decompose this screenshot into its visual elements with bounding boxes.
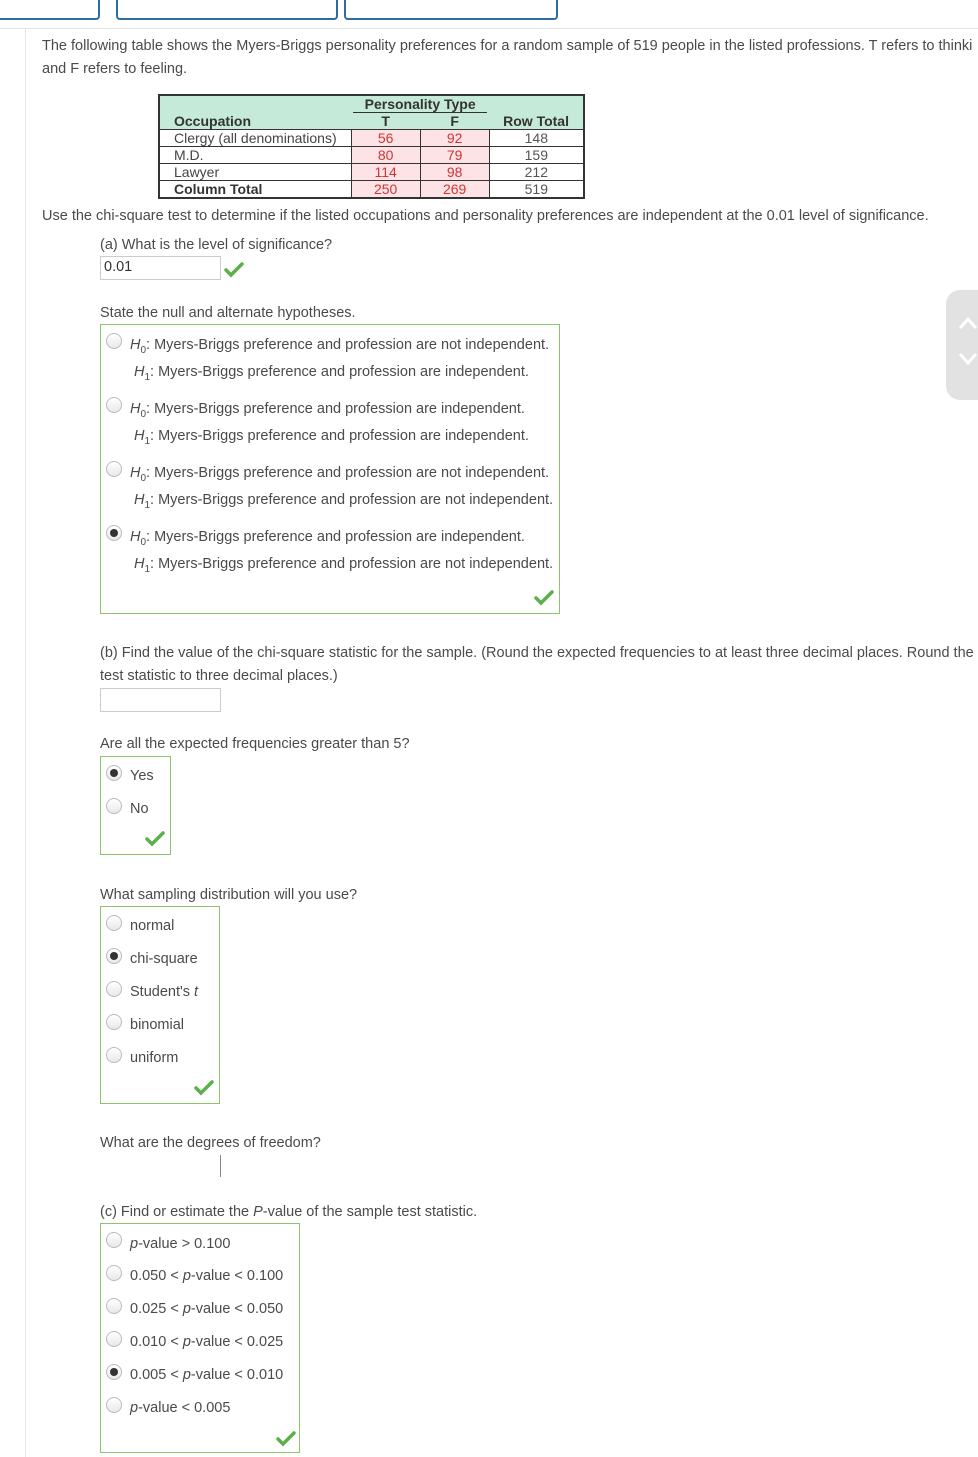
hypothesis-option-3-radio[interactable]: [106, 461, 122, 477]
h0-text: : Myers-Briggs preference and profession are independent.: [146, 529, 525, 545]
cell-f: 98: [420, 164, 489, 181]
cell-occupation: Lawyer: [159, 164, 351, 181]
cell-f-total: 269: [420, 181, 489, 199]
uniform-radio[interactable]: [106, 1047, 122, 1063]
chi-square-statistic-input[interactable]: [100, 688, 221, 712]
h1-symbol: H: [134, 556, 145, 572]
hypothesis-option-3-h0: [130, 464, 549, 484]
binomial-radio[interactable]: [106, 1014, 122, 1030]
frame-top-divider: [0, 28, 978, 29]
cell-row-total: 148: [489, 130, 584, 147]
chi-square-label: chi-square: [130, 951, 198, 967]
h1-text: : Myers-Briggs preference and profession are not independent.: [150, 556, 554, 572]
check-icon: [276, 1431, 296, 1447]
cell-t-total: 250: [351, 181, 420, 199]
p-value-option-6-label: p-value < 0.005: [130, 1400, 231, 1416]
check-icon: [534, 590, 554, 606]
yes-label: Yes: [130, 768, 154, 784]
contingency-table: [158, 94, 585, 199]
p-value-option-4-radio[interactable]: [106, 1331, 122, 1347]
ask-your-teacher-button[interactable]: [116, 0, 338, 20]
h1-symbol: H: [134, 428, 145, 444]
occupation-header: Occupation: [174, 113, 252, 129]
hypothesis-option-4-h1: [134, 555, 553, 575]
check-icon: [145, 831, 165, 847]
h1-subscript: 1: [144, 436, 151, 447]
part-c-question: [100, 1203, 477, 1221]
binomial-label: binomial: [130, 1017, 184, 1033]
table-row: [159, 130, 584, 147]
chi-square-radio[interactable]: [106, 948, 122, 964]
p-value-option-2-label: 0.050 < p-value < 0.100: [130, 1268, 284, 1284]
p-value-option-3-radio[interactable]: [106, 1298, 122, 1314]
cell-t: 80: [351, 147, 420, 164]
check-icon: [194, 1080, 214, 1096]
h1-subscript: 1: [144, 564, 151, 575]
h0-symbol: H: [130, 401, 141, 417]
table-total-row: [159, 181, 584, 199]
degrees-of-freedom-question: What are the degrees of freedom?: [100, 1135, 321, 1151]
cell-t: 56: [351, 130, 420, 147]
table-row: [159, 164, 584, 181]
p-value-option-1-radio[interactable]: [106, 1232, 122, 1248]
cell-row-total: 159: [489, 147, 584, 164]
part-a-question: (a) What is the level of significance?: [100, 237, 333, 253]
hypothesis-option-4-radio[interactable]: [106, 525, 122, 541]
p-value-option-4-label: 0.010 < p-value < 0.025: [130, 1334, 284, 1350]
h0-symbol: H: [130, 337, 141, 353]
part-b-question-line-1: (b) Find the value of the chi-square statistic for the sample. (Round the expected frequencies to at least three decimal places. Round the: [100, 645, 974, 661]
h0-text: : Myers-Briggs preference and profession are independent.: [146, 401, 525, 417]
cell-t: 114: [351, 164, 420, 181]
intro-text-line-1: The following table shows the Myers-Briggs personality preferences for a random sample of 519 people in the listed professions. T refers to thinki: [42, 38, 973, 54]
frame-left-divider: [25, 28, 26, 1457]
hypothesis-option-2-h0: [130, 400, 525, 420]
h1-symbol: H: [134, 492, 145, 508]
h0-symbol: H: [130, 529, 141, 545]
h0-symbol: H: [130, 465, 141, 481]
hypothesis-option-4-h0: [130, 528, 525, 548]
significance-input[interactable]: 0.01: [100, 256, 221, 280]
hypothesis-option-1-radio[interactable]: [106, 333, 122, 349]
h0-text: : Myers-Briggs preference and profession are not independent.: [146, 465, 550, 481]
p-value-option-1-label: p-value > 0.100: [130, 1236, 231, 1252]
p-value-option-5-label: 0.005 < p-value < 0.010: [130, 1367, 284, 1383]
sampling-distribution-panel: [100, 906, 220, 1104]
cell-row-total: 212: [489, 164, 584, 181]
t-italic: t: [194, 984, 199, 1000]
chevron-down-icon[interactable]: [958, 352, 978, 366]
cell-occupation: M.D.: [159, 147, 351, 164]
f-header: F: [450, 113, 459, 129]
hypothesis-option-2-radio[interactable]: [106, 397, 122, 413]
h1-subscript: 1: [144, 500, 151, 511]
h0-subscript: 0: [140, 345, 147, 356]
sampling-distribution-question: What sampling distribution will you use?: [100, 887, 358, 903]
uniform-label: uniform: [130, 1050, 179, 1066]
p-value-option-6-radio[interactable]: [106, 1397, 122, 1413]
normal-radio[interactable]: [106, 915, 122, 931]
normal-label: normal: [130, 918, 175, 934]
students-text: Student's: [130, 984, 195, 1000]
hypothesis-option-1-h0: [130, 336, 549, 356]
h1-text: : Myers-Briggs preference and profession are independent.: [150, 364, 529, 380]
p-value-option-2-radio[interactable]: [106, 1265, 122, 1281]
h1-text: : Myers-Briggs preference and profession are not independent.: [150, 492, 554, 508]
h0-subscript: 0: [140, 537, 147, 548]
table-row: [159, 147, 584, 164]
cell-occupation: Clergy (all denominations): [159, 130, 351, 147]
p-italic: P: [253, 1204, 263, 1220]
side-navigation-tab[interactable]: [946, 290, 978, 400]
hypothesis-option-2-h1: [134, 427, 529, 447]
intro-text-line-2: and F refers to feeling.: [42, 61, 188, 77]
cell-grand-total: 519: [489, 181, 584, 199]
h1-text: : Myers-Briggs preference and profession are independent.: [150, 428, 529, 444]
cell-occupation: Column Total: [159, 181, 351, 199]
p-value-option-3-label: 0.025 < p-value < 0.050: [130, 1301, 284, 1317]
h0-subscript: 0: [140, 409, 147, 420]
cell-f: 92: [420, 130, 489, 147]
h0-text: : Myers-Briggs preference and profession are not independent.: [146, 337, 550, 353]
h1-subscript: 1: [144, 372, 151, 383]
part-c-text: (c) Find or estimate the: [100, 1204, 254, 1220]
students-t-label: [130, 983, 198, 1001]
degrees-of-freedom-input[interactable]: [220, 1155, 221, 1177]
hypotheses-prompt: State the null and alternate hypotheses.: [100, 305, 356, 321]
h0-subscript: 0: [140, 473, 147, 484]
hypothesis-option-1-h1: [134, 363, 529, 383]
expected-frequencies-question: Are all the expected frequencies greater than 5?: [100, 736, 410, 752]
chevron-up-icon[interactable]: [958, 316, 978, 330]
practice-another-button[interactable]: [344, 0, 558, 20]
hypothesis-option-3-h1: [134, 491, 553, 511]
no-label: No: [130, 801, 149, 817]
check-icon: [224, 262, 244, 278]
t-header: T: [381, 113, 390, 129]
cell-f: 79: [420, 147, 489, 164]
p-value-option-5-radio[interactable]: [106, 1364, 122, 1380]
instruction-text: Use the chi-square test to determine if the listed occupations and personality preferences are independent at the 0.01 level of significance.: [42, 208, 929, 224]
part-b-question-line-2: test statistic to three decimal places.): [100, 668, 338, 684]
personality-type-header: Personality Type: [353, 96, 487, 113]
my-notes-button[interactable]: [0, 0, 100, 20]
yes-radio[interactable]: [106, 765, 122, 781]
h1-symbol: H: [134, 364, 145, 380]
part-c-text-end: -value of the sample test statistic.: [262, 1204, 478, 1220]
students-t-radio[interactable]: [106, 981, 122, 997]
no-radio[interactable]: [106, 798, 122, 814]
row-total-header: Row Total: [503, 113, 569, 129]
